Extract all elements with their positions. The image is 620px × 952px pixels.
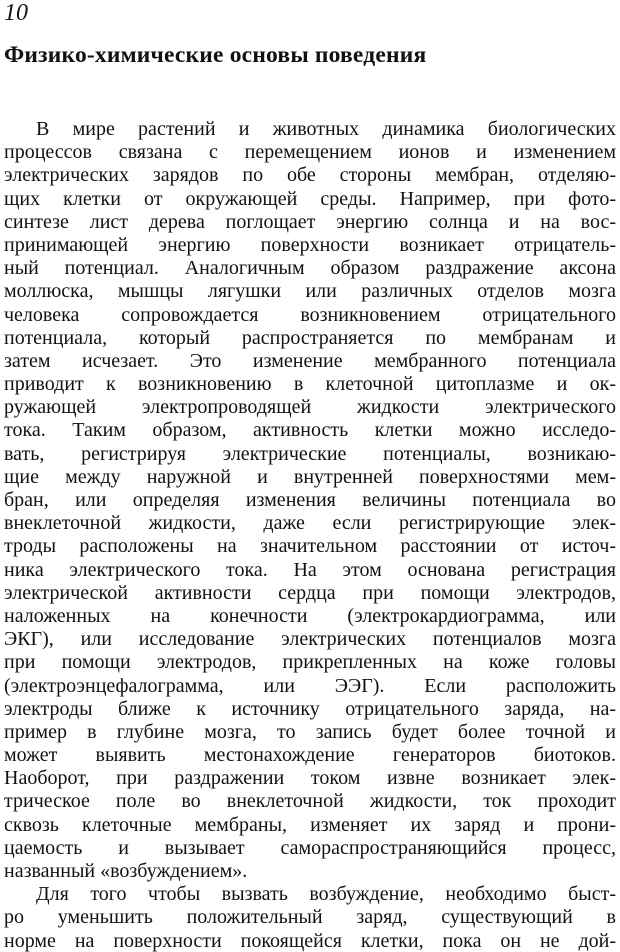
text-line: вать, регистрируя электрические потенциалы, возникаю-: [4, 442, 616, 465]
text-line: троды расположены на значительном расстоянии от источ-: [4, 535, 616, 558]
text-line: электрической активности сердца при помощи электродов,: [4, 581, 616, 604]
text-line: цаемость и вызывает самораспространяющийся процесс,: [4, 836, 616, 859]
text-line: тока. Таким образом, активность клетки можно исследо-: [4, 419, 616, 442]
text-line: приводит к возникновению в клеточной цитоплазме и ок-: [4, 373, 616, 396]
text-line: сквозь клеточные мембраны, изменяет их заряд и прони-: [4, 813, 616, 836]
text-line: Для того чтобы вызвать возбуждение, необходимо быст-: [36, 883, 616, 906]
text-line: моллюска, мышцы лягушки или различных отделов мозга: [4, 280, 616, 303]
text-line: человека сопровождается возникновением отрицательного: [4, 303, 616, 326]
text-line: ника электрического тока. На этом основана регистрация: [4, 558, 616, 581]
text-line: принимающей энергию поверхности возникает отрицатель-: [4, 233, 616, 256]
text-line: Наоборот, при раздражении током извне возникает элек-: [4, 767, 616, 790]
text-line: В мире растений и животных динамика биологических: [36, 118, 616, 140]
text-line: синтезе лист дерева поглощает энергию солнца и на вос-: [4, 210, 616, 233]
text-line: ружающей электропроводящей жидкости электрического: [4, 396, 616, 419]
text-line: (электроэнцефалограмма, или ЭЭГ). Если расположить: [4, 674, 616, 697]
text-line: щие между наружной и внутренней поверхностями мем-: [4, 465, 616, 488]
text-line: внеклеточной жидкости, даже если регистрирующие элек-: [4, 512, 616, 535]
text-line: потенциала, который распространяется по мембранам и: [4, 326, 616, 349]
text-line: бран, или определяя изменения величины потенциала во: [4, 489, 616, 511]
text-line: ЭКГ), или исследование электрических потенциалов мозга: [4, 628, 616, 651]
text-line: норме на поверхности покоящейся клетки, пока он не дой-: [4, 929, 616, 952]
page-number: 10: [4, 0, 28, 26]
text-line: наложенных на конечности (электрокардиограмма, или: [4, 604, 616, 627]
text-line: процессов связана с перемещением ионов и изменением: [4, 141, 616, 164]
body-text: [4, 118, 616, 952]
text-line: ный потенциал. Аналогичным образом раздражение аксона: [4, 257, 616, 280]
text-line: электрических зарядов по обе стороны мембран, отделяю-: [4, 164, 616, 187]
text-line: при помощи электродов, прикрепленных на коже головы: [4, 651, 616, 674]
text-line: названный «возбуждением».: [4, 860, 248, 882]
text-line: электроды ближе к источнику отрицательного заряда, на-: [4, 697, 616, 720]
text-line: затем исчезает. Это изменение мембранного потенциала: [4, 349, 616, 372]
chapter-title: Физико-химические основы поведения: [4, 42, 427, 68]
text-line: щих клетки от окружающей среды. Например, при фото-: [4, 187, 616, 210]
text-line: трическое поле во внеклеточной жидкости, ток проходит: [4, 790, 616, 813]
text-line: может выявить местонахождение генераторов биотоков.: [4, 744, 616, 767]
text-line: пример в глубине мозга, то запись будет более точной и: [4, 720, 616, 743]
text-line: ро уменьшить положительный заряд, существующий в: [4, 906, 616, 929]
